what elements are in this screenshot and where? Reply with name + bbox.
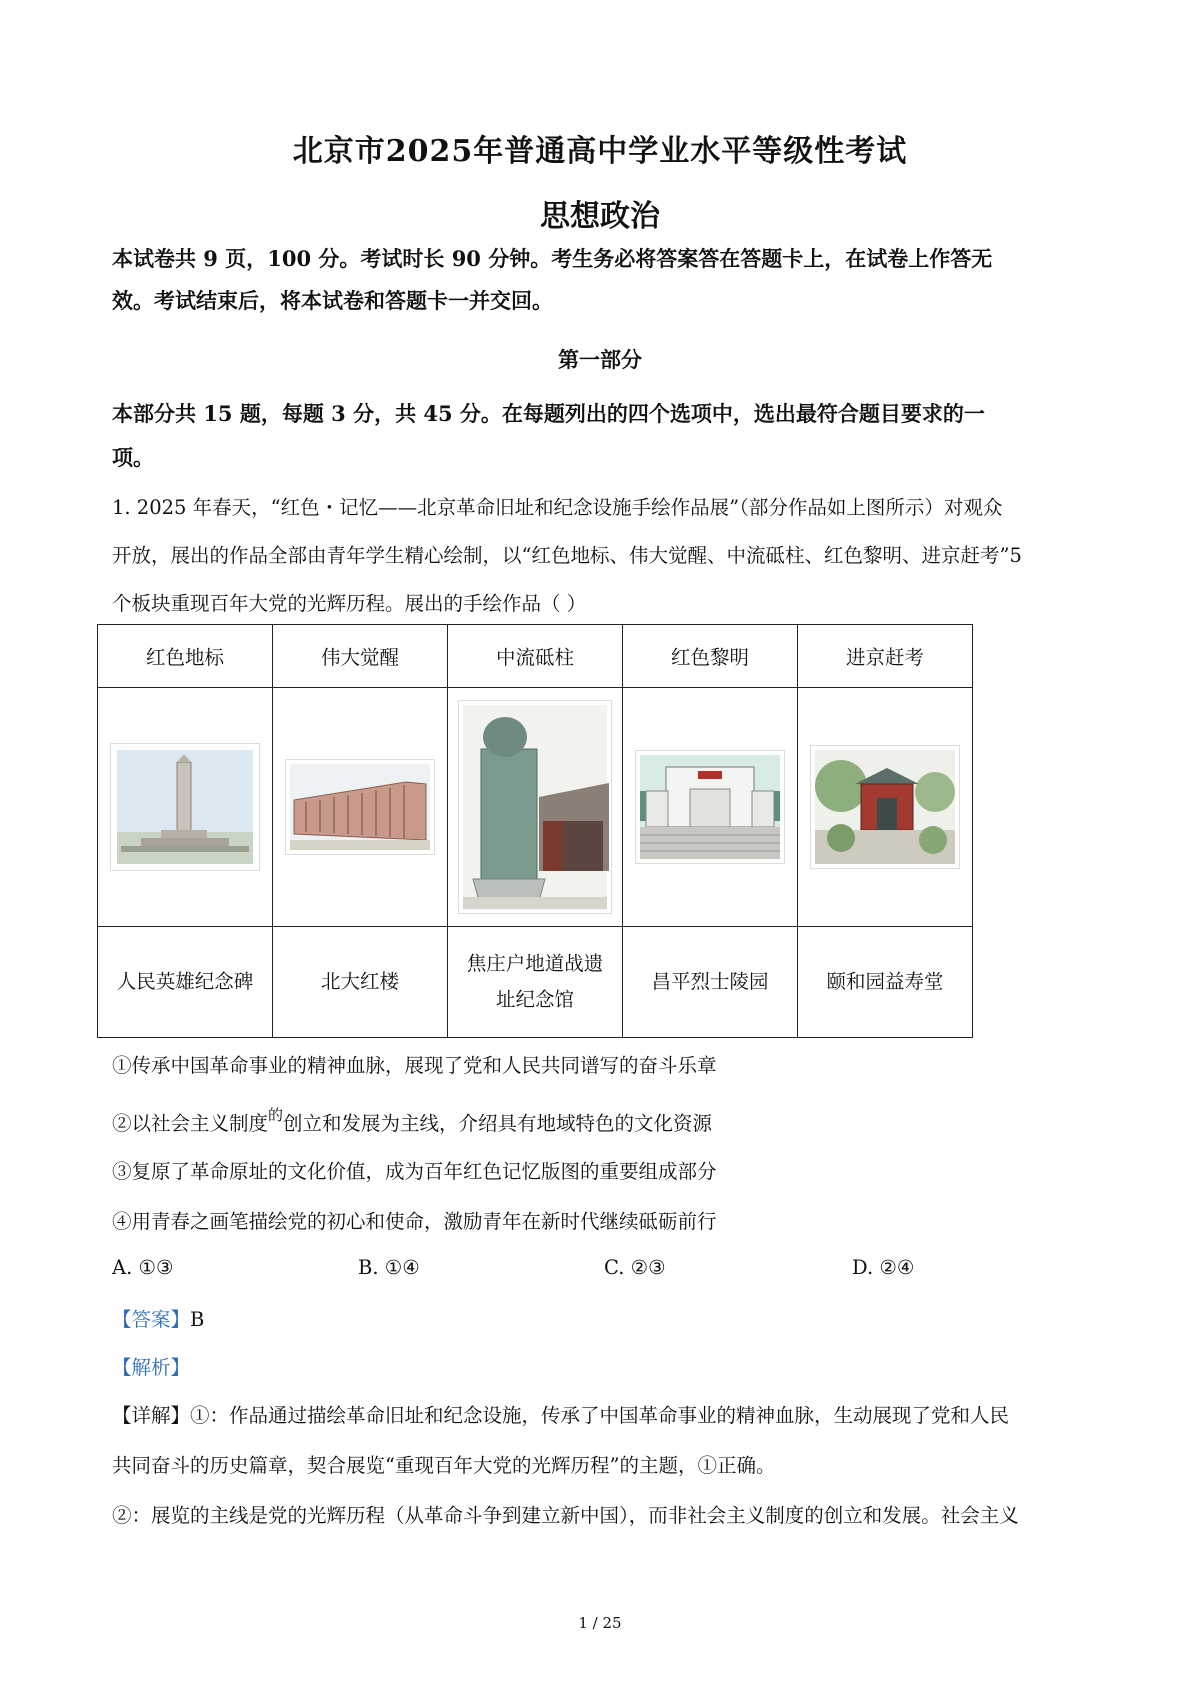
statement-2-part-a: ②以社会主义制度 — [112, 1112, 269, 1135]
q1-stem-line-1: 1. 2025 年春天，“红色・记忆——北京革命旧址和纪念设施手绘作品展”（部分作品如上图所示）对观众 — [112, 496, 1003, 519]
artwork-cell — [798, 688, 973, 927]
cemetery-gate-painting — [635, 750, 785, 864]
option-b: B. ①④ — [358, 1256, 420, 1279]
instructions-line-1: 本试卷共 9 页，100 分。考试时长 90 分钟。考生务必将答案答在答题卡上，在试卷上作答无 — [112, 246, 993, 271]
detail-text-1: ①：作品通过描绘革命旧址和纪念设施，传承了中国革命事业的精神血脉，生动展现了党和人民 — [190, 1404, 1010, 1427]
instructions-line-2: 效。考试结束后，将本试卷和答题卡一并交回。 — [112, 288, 553, 313]
artwork-cell — [98, 688, 273, 927]
caption-line: 焦庄户地道战遗 — [466, 952, 604, 975]
table-header-cell: 红色地标 — [98, 625, 273, 688]
exam-title: 北京市2025年普通高中学业水平等级性考试 — [292, 134, 908, 169]
statement-1: ①传承中国革命事业的精神血脉，展现了党和人民共同谱写的奋斗乐章 — [112, 1054, 717, 1077]
artwork-table — [97, 624, 973, 1038]
monument-painting — [110, 743, 260, 871]
yishoutang-painting — [810, 745, 960, 869]
analysis-label: 【解析】 — [112, 1356, 191, 1379]
detail-line-3: ②：展览的主线是党的光辉历程（从革命斗争到建立新中国），而非社会主义制度的创立和发展。社会主义 — [112, 1504, 1019, 1527]
artwork-cell — [623, 688, 798, 927]
part1-desc-line-1: 本部分共 15 题，每题 3 分，共 45 分。在每题列出的四个选项中，选出最符合题目要求的一 — [112, 401, 985, 426]
table-caption-cell: 人民英雄纪念碑 — [98, 927, 273, 1038]
option-c: C. ②③ — [604, 1256, 666, 1279]
table-header-cell: 伟大觉醒 — [273, 625, 448, 688]
answer-line — [112, 1304, 204, 1332]
page-number: 1 / 25 — [578, 1614, 622, 1632]
table-header-cell: 红色黎明 — [623, 625, 798, 688]
red-building-painting — [285, 759, 435, 855]
caption-line: 址纪念馆 — [495, 988, 574, 1011]
statement-2-superscript: 的 — [268, 1106, 284, 1124]
table-caption-cell: 北大红楼 — [273, 927, 448, 1038]
part1-desc-line-2: 项。 — [112, 445, 154, 470]
part1-title: 第一部分 — [558, 347, 642, 372]
option-d: D. ②④ — [852, 1256, 915, 1279]
answer-value: B — [190, 1308, 205, 1331]
tunnel-memorial-painting — [458, 700, 612, 914]
detail-line-1 — [112, 1400, 1009, 1428]
detail-label: 【详解】 — [112, 1404, 191, 1427]
statement-2-part-b: 创立和发展为主线，介绍具有地域特色的文化资源 — [283, 1112, 713, 1135]
table-header-cell: 中流砥柱 — [448, 625, 623, 688]
artwork-cell — [273, 688, 448, 927]
statement-2 — [112, 1104, 712, 1136]
table-caption-cell: 颐和园益寿堂 — [798, 927, 973, 1038]
table-caption-cell: 昌平烈士陵园 — [623, 927, 798, 1038]
statement-3: ③复原了革命原址的文化价值，成为百年红色记忆版图的重要组成部分 — [112, 1160, 717, 1183]
option-a: A. ①③ — [112, 1256, 174, 1279]
statement-4: ④用青春之画笔描绘党的初心和使命，激励青年在新时代继续砥砺前行 — [112, 1210, 717, 1233]
table-caption-cell — [448, 927, 623, 1038]
q1-stem-line-3: 个板块重现百年大党的光辉历程。展出的手绘作品（ ） — [112, 592, 587, 615]
table-header-cell: 进京赶考 — [798, 625, 973, 688]
artwork-cell — [448, 688, 623, 927]
exam-subject: 思想政治 — [540, 199, 660, 234]
q1-stem-line-2: 开放，展出的作品全部由青年学生精心绘制，以“红色地标、伟大觉醒、中流砥柱、红色黎明、进京赶考”5 — [112, 544, 1022, 567]
detail-line-2: 共同奋斗的历史篇章，契合展览“重现百年大党的光辉历程”的主题，①正确。 — [112, 1454, 776, 1477]
answer-label: 【答案】 — [112, 1308, 191, 1331]
